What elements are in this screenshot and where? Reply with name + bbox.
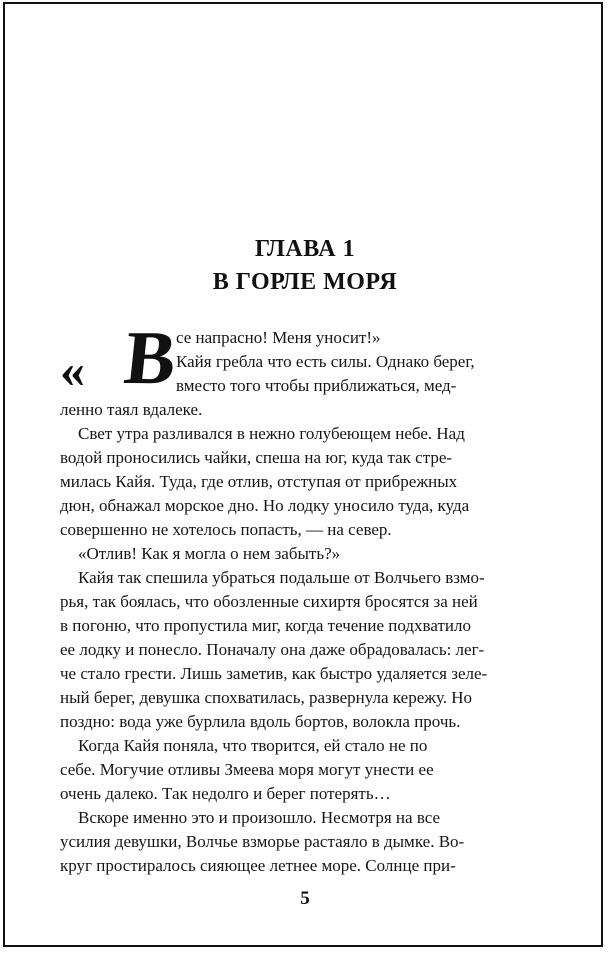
text-line-5: Свет утра разливался в нежно голубеющем небе. Над: [78, 424, 465, 443]
text-line-22: усилия девушки, Волчье взморье растаяло в дымке. Во-: [60, 832, 465, 851]
text-line-17: поздно: вода уже бурлила вдоль бортов, волокла прочь.: [60, 712, 461, 731]
text-line-4: ленно таял вдалеке.: [60, 400, 203, 419]
text-line-18-a: Когда Кайя поняла, что творится, ей стало не по: [78, 736, 428, 755]
chapter-number: ГЛАВА 1: [254, 236, 356, 262]
text-line-8: дюн, обнажал морское дно. Но лодку уносило туда, куда: [60, 496, 470, 515]
text-line-1: се напрасно! Меня уносит!»: [176, 328, 381, 347]
drop-cap-quote-mark: «: [60, 342, 85, 398]
text-line-20: очень далеко. Так недолго и берег потерять…: [60, 784, 391, 803]
chapter-title: В ГОРЛЕ МОРЯ: [212, 269, 398, 295]
text-line-11: Кайя так спешила убраться подальше от Волчьего взмо-: [78, 568, 485, 587]
text-line-3: вместо того чтобы приближаться, мед-: [176, 376, 457, 395]
text-line-15: че стало грести. Лишь заметив, как быстро удаляется зеле-: [60, 664, 488, 683]
text-line-18: [78, 736, 512, 756]
page-number: 5: [300, 888, 310, 909]
text-line-6: водой проносились чайки, спеша на юг, куда так стре-: [60, 448, 453, 467]
text-line-7: милась Кайя. Туда, где отлив, отступая от прибрежных: [60, 472, 458, 491]
text-line-14: ее лодку и понесло. Поначалу она даже обрадовалась: лег-: [60, 640, 485, 659]
text-line-10: «Отлив! Как я могла о нем забыть?»: [78, 544, 341, 563]
text-line-2: Кайя гребла что есть силы. Однако берег,: [176, 352, 475, 371]
text-line-9: совершенно не хотелось попасть, — на север.: [60, 520, 392, 539]
text-line-16: ный берег, девушка спохватилась, развернула кережу. Но: [60, 688, 473, 707]
text-line-19: себе. Могучие отливы Змеева моря могут унести ее: [60, 760, 434, 779]
text-line-12: рья, так боялась, что обозленные сихиртя бросятся за ней: [60, 592, 478, 611]
text-line-21: Вскоре именно это и произошло. Несмотря на все: [78, 808, 441, 827]
text-line-23: круг простиралось сияющее летнее море. Солнце при-: [60, 856, 456, 875]
drop-cap-letter: В: [120, 316, 181, 400]
text-line-13: в погоню, что пропустила миг, когда течение подхватило: [60, 616, 471, 635]
